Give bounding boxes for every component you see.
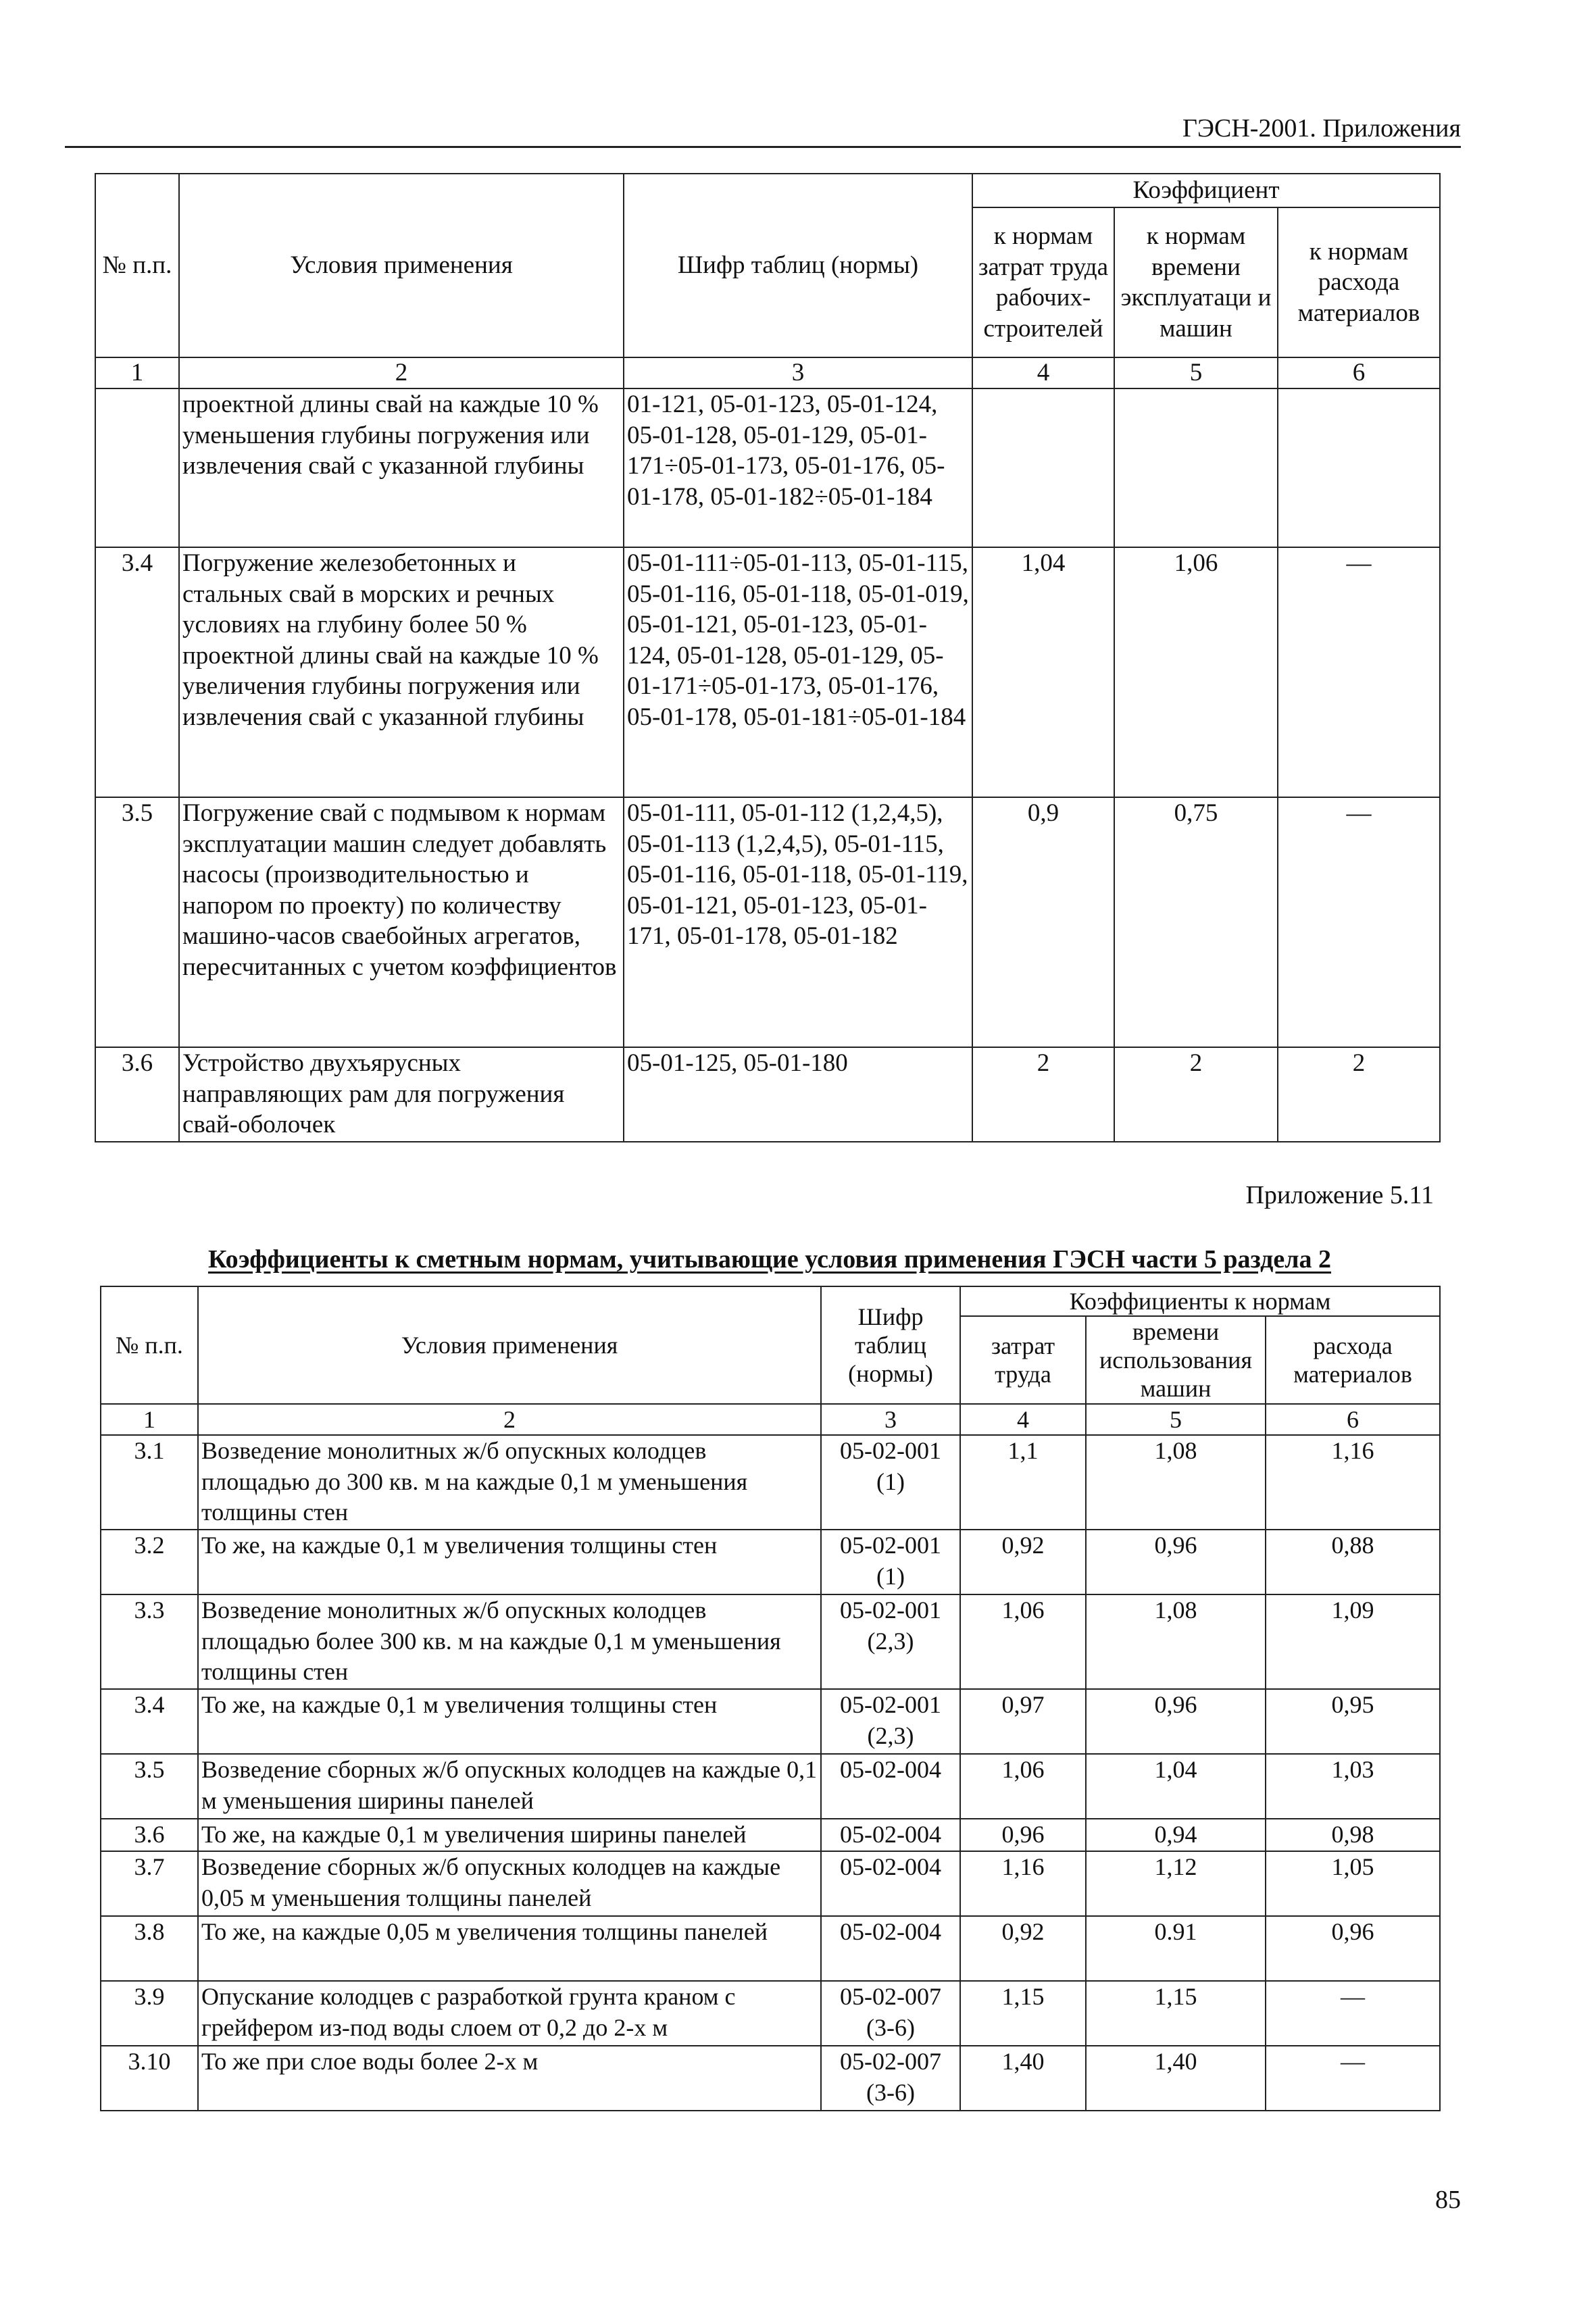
row-machines: 1,40: [1086, 2046, 1266, 2111]
header-no: № п.п.: [101, 1286, 198, 1404]
row-conditions: Погружение свай с подмывом к нормам эксплуатации машин следует добавлять насосы (производительностью и напором по проекту) по количеству машино-часов сваебойных агрегатов, пересчитанных с учетом коэффициентов: [179, 797, 624, 1047]
table-row: [95, 1047, 1440, 1142]
row-machines: 0.91: [1086, 1916, 1266, 1981]
header-machines: времени использования машин: [1086, 1316, 1266, 1404]
row-no: 3.8: [101, 1916, 198, 1981]
col-num: 5: [1086, 1404, 1266, 1435]
row-code: 05-02-001 (1): [821, 1435, 960, 1530]
row-materials: 1,09: [1266, 1594, 1440, 1689]
col-num: 1: [101, 1404, 198, 1435]
row-code: 05-02-001 (2,3): [821, 1689, 960, 1754]
row-labor: 0,92: [960, 1530, 1086, 1594]
row-machines: 2: [1114, 1047, 1278, 1142]
row-labor: 1,40: [960, 2046, 1086, 2111]
row-conditions: Возведение сборных ж/б опускных колодцев на каждые 0,05 м уменьшения толщины панелей: [198, 1851, 821, 1916]
row-machines: 1,06: [1114, 547, 1278, 797]
column-number-row: [95, 357, 1440, 388]
header-code: Шифр таблиц (нормы): [821, 1286, 960, 1404]
row-conditions: Возведение сборных ж/б опускных колодцев на каждые 0,1 м уменьшения ширины панелей: [198, 1754, 821, 1819]
row-labor: 0,9: [972, 797, 1114, 1047]
row-machines: [1114, 388, 1278, 547]
header-materials: к нормам расхода материалов: [1278, 207, 1440, 357]
header-materials: расхода материалов: [1266, 1316, 1440, 1404]
table-row: [101, 1594, 1440, 1689]
header-conditions: Условия применения: [179, 174, 624, 357]
header-machines: к нормам времени эксплуатаци и машин: [1114, 207, 1278, 357]
row-no: 3.3: [101, 1594, 198, 1689]
row-no: 3.6: [95, 1047, 179, 1142]
row-materials: 0,95: [1266, 1689, 1440, 1754]
row-materials: —: [1266, 2046, 1440, 2111]
table-row: [95, 547, 1440, 797]
row-code: 05-02-004: [821, 1819, 960, 1851]
header-conditions: Условия применения: [198, 1286, 821, 1404]
row-labor: 1,04: [972, 547, 1114, 797]
row-code: 05-02-004: [821, 1916, 960, 1981]
header-coefficient-group: Коэффициент: [972, 174, 1440, 207]
row-no: 3.2: [101, 1530, 198, 1594]
appendix-label: Приложение 5.11: [1245, 1181, 1434, 1209]
row-materials: —: [1278, 547, 1440, 797]
col-num: 5: [1114, 357, 1278, 388]
row-code: 01-121, 05-01-123, 05-01-124, 05-01-128, 05-01-129, 05-01-171÷05-01-173, 05-01-176, 05-01-178, 05-01-182÷05-01-184: [624, 388, 972, 547]
table-row: [101, 1435, 1440, 1530]
col-num: 3: [821, 1404, 960, 1435]
row-conditions: То же при слое воды более 2-х м: [198, 2046, 821, 2111]
row-conditions: То же, на каждые 0,05 м увеличения толщины панелей: [198, 1916, 821, 1981]
row-code: 05-01-111÷05-01-113, 05-01-115, 05-01-116, 05-01-118, 05-01-019, 05-01-121, 05-01-123, 05-01-124, 05-01-128, 05-01-129, 05-01-171÷05-01-173, 05-01-176, 05-01-178, 05-01-181÷05-01-184: [624, 547, 972, 797]
header-coefficient-group: Коэффициенты к нормам: [960, 1286, 1440, 1316]
row-materials: 0,96: [1266, 1916, 1440, 1981]
row-materials: —: [1266, 1981, 1440, 2046]
table-row: [101, 1981, 1440, 2046]
row-no: 3.5: [95, 797, 179, 1047]
row-labor: 2: [972, 1047, 1114, 1142]
table-row: [101, 1819, 1440, 1851]
table-row: [101, 1689, 1440, 1754]
col-num: 6: [1266, 1404, 1440, 1435]
row-labor: 1,15: [960, 1981, 1086, 2046]
row-materials: 1,03: [1266, 1754, 1440, 1819]
row-machines: 0,96: [1086, 1530, 1266, 1594]
column-number-row: [101, 1404, 1440, 1435]
col-num: 2: [179, 357, 624, 388]
row-code: 05-02-004: [821, 1851, 960, 1916]
row-machines: 1,12: [1086, 1851, 1266, 1916]
row-labor: 1,06: [960, 1594, 1086, 1689]
row-conditions: Возведение монолитных ж/б опускных колодцев площадью более 300 кв. м на каждые 0,1 м уменьшения толщины стен: [198, 1594, 821, 1689]
table-row: [95, 388, 1440, 547]
row-code: 05-01-111, 05-01-112 (1,2,4,5), 05-01-113 (1,2,4,5), 05-01-115, 05-01-116, 05-01-118, 05-01-119, 05-01-121, 05-01-123, 05-01-171, 05-01-178, 05-01-182: [624, 797, 972, 1047]
row-labor: [972, 388, 1114, 547]
row-no: 3.7: [101, 1851, 198, 1916]
row-materials: —: [1278, 797, 1440, 1047]
row-materials: 1,05: [1266, 1851, 1440, 1916]
row-code: 05-02-007 (3-6): [821, 1981, 960, 2046]
row-materials: 1,16: [1266, 1435, 1440, 1530]
row-code: 05-02-001 (2,3): [821, 1594, 960, 1689]
header-code: Шифр таблиц (нормы): [624, 174, 972, 357]
header-no: № п.п.: [95, 174, 179, 357]
col-num: 6: [1278, 357, 1440, 388]
table-row: [101, 1530, 1440, 1594]
row-conditions: Устройство двухъярусных направляющих рам для погружения свай-оболочек: [179, 1047, 624, 1142]
row-materials: 0,98: [1266, 1819, 1440, 1851]
row-machines: 1,08: [1086, 1594, 1266, 1689]
row-labor: 0,97: [960, 1689, 1086, 1754]
row-no: 3.4: [95, 547, 179, 797]
coefficients-table-part1: [95, 173, 1441, 1142]
col-num: 4: [960, 1404, 1086, 1435]
table-row: [101, 1851, 1440, 1916]
row-no: 3.4: [101, 1689, 198, 1754]
row-machines: 1,04: [1086, 1754, 1266, 1819]
col-num: 1: [95, 357, 179, 388]
col-num: 2: [198, 1404, 821, 1435]
col-num: 4: [972, 357, 1114, 388]
row-materials: 0,88: [1266, 1530, 1440, 1594]
header-labor: затрат труда: [960, 1316, 1086, 1404]
row-materials: 2: [1278, 1047, 1440, 1142]
row-labor: 0,92: [960, 1916, 1086, 1981]
row-conditions: проектной длины свай на каждые 10 % уменьшения глубины погружения или извлечения свай с указанной глубины: [179, 388, 624, 547]
row-code: 05-02-004: [821, 1754, 960, 1819]
row-no: 3.1: [101, 1435, 198, 1530]
row-conditions: То же, на каждые 0,1 м увеличения толщины стен: [198, 1530, 821, 1594]
page-number: 85: [1435, 2186, 1461, 2214]
row-machines: 0,96: [1086, 1689, 1266, 1754]
row-no: 3.5: [101, 1754, 198, 1819]
row-machines: 0,94: [1086, 1819, 1266, 1851]
row-no: 3.10: [101, 2046, 198, 2111]
row-code: 05-01-125, 05-01-180: [624, 1047, 972, 1142]
row-no: 3.9: [101, 1981, 198, 2046]
table-title: Коэффициенты к сметным нормам, учитывающие условия применения ГЭСН части 5 раздела 2: [207, 1245, 1332, 1274]
row-machines: 1,15: [1086, 1981, 1266, 2046]
row-conditions: Возведение монолитных ж/б опускных колодцев площадью до 300 кв. м на каждые 0,1 м уменьшения толщины стен: [198, 1435, 821, 1530]
running-head: ГЭСН-2001. Приложения: [65, 112, 1461, 148]
table-row: [95, 797, 1440, 1047]
row-labor: 1,16: [960, 1851, 1086, 1916]
row-labor: 1,1: [960, 1435, 1086, 1530]
row-conditions: То же, на каждые 0,1 м увеличения толщины стен: [198, 1689, 821, 1754]
row-code: 05-02-001 (1): [821, 1530, 960, 1594]
row-no: 3.6: [101, 1819, 198, 1851]
col-num: 3: [624, 357, 972, 388]
row-machines: 0,75: [1114, 797, 1278, 1047]
row-conditions: Погружение железобетонных и стальных свай в морских и речных условиях на глубину более 50 % проектной длины свай на каждые 10 % увеличения глубины погружения или извлечения свай с указанной глубины: [179, 547, 624, 797]
table-row: [101, 1916, 1440, 1981]
coefficients-table-part2: [100, 1286, 1441, 2111]
row-labor: 1,06: [960, 1754, 1086, 1819]
table-row: [101, 1754, 1440, 1819]
row-labor: 0,96: [960, 1819, 1086, 1851]
row-no: [95, 388, 179, 547]
header-labor: к нормам затрат труда рабочих-строителей: [972, 207, 1114, 357]
row-conditions: То же, на каждые 0,1 м увеличения ширины панелей: [198, 1819, 821, 1851]
row-code: 05-02-007 (3-6): [821, 2046, 960, 2111]
row-machines: 1,08: [1086, 1435, 1266, 1530]
row-materials: [1278, 388, 1440, 547]
row-conditions: Опускание колодцев с разработкой грунта краном с грейфером из-под воды слоем от 0,2 до 2-х м: [198, 1981, 821, 2046]
table-row: [101, 2046, 1440, 2111]
